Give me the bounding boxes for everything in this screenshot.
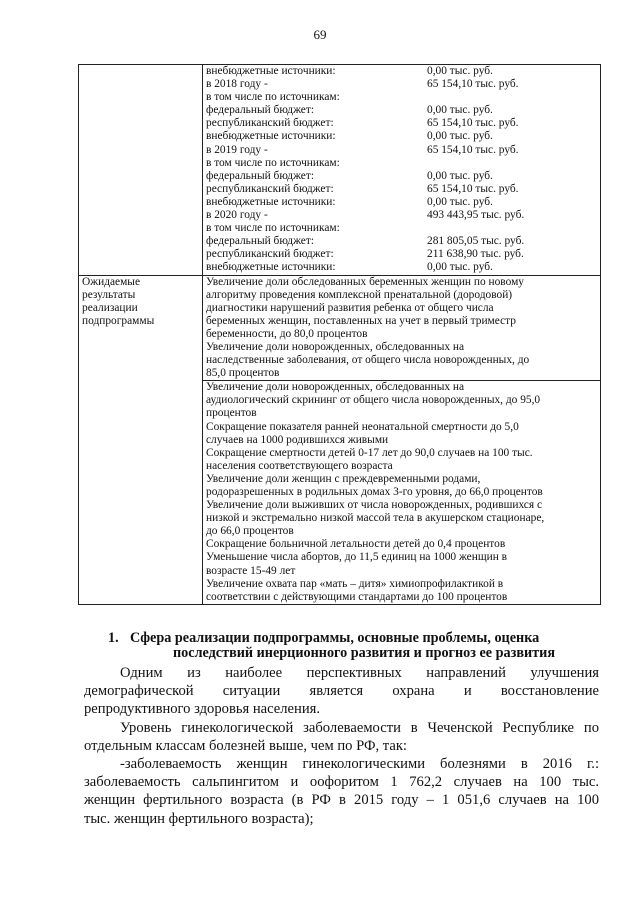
financing-line <box>206 209 597 222</box>
financing-line-label: внебюджетные источники: <box>206 195 336 208</box>
financing-line-value: 0,00 тыс. руб. <box>427 130 493 143</box>
financing-line <box>206 222 597 235</box>
financing-line-label: в том числе по источникам: <box>206 91 340 104</box>
result-line: беременности, до 80,0 процентов <box>206 327 368 340</box>
paragraph-1-line-3: репродуктивного здоровья населения. <box>84 701 321 718</box>
paragraph-3-line-2: заболеваемость сальпингитом и оофоритом 1 762,2 случаев на 100 тыс. <box>84 774 599 791</box>
section-title-text <box>130 631 598 660</box>
section-heading <box>108 631 598 660</box>
financing-line-label: внебюджетные источники: <box>206 261 336 274</box>
result-line: Сокращение показателя ранней неонатальной смертности до 5,0 <box>206 420 519 433</box>
result-line: 85,0 процентов <box>206 367 280 380</box>
result-line: диагностики нарушений развития ребенка от общего числа <box>206 301 494 314</box>
financing-line-label: в 2019 году - <box>206 143 268 156</box>
financing-line <box>206 235 597 248</box>
result-line: Увеличение доли обследованных беременных женщин по новому <box>206 275 524 288</box>
financing-line <box>206 183 597 196</box>
results-row <box>79 275 601 381</box>
financing-line-value: 281 805,05 тыс. руб. <box>427 235 525 248</box>
result-line: Увеличение охвата пар «мать – дитя» химиопрофилактикой в <box>206 577 504 590</box>
financing-line <box>206 130 597 143</box>
paragraph-3-line-3: женщин фертильного возраста (в РФ в 2015 году – 1 051,6 случаев на 100 <box>84 792 599 809</box>
result-line: Увеличение доли новорожденных, обследованных на <box>206 381 465 394</box>
result-line: возрасте 15-49 лет <box>206 564 296 577</box>
financing-line-label: в том числе по источникам: <box>206 156 340 169</box>
financing-line-value: 65 154,10 тыс. руб. <box>427 182 519 195</box>
financing-line-label: в 2018 году - <box>206 78 268 91</box>
result-line: процентов <box>206 407 257 420</box>
result-line: населения соответствующего возраста <box>206 459 393 472</box>
financing-line <box>206 65 597 78</box>
results-label-line: подпрограммы <box>82 314 155 327</box>
financing-line-value: 0,00 тыс. руб. <box>427 169 493 182</box>
result-line: низкой и экстремально низкой массой тела в акушерском стационаре, <box>206 512 545 525</box>
result-line: Сокращение смертности детей 0-17 лет до 90,0 случаев на 100 тыс. <box>206 446 533 459</box>
paragraph-2-line-2: отдельным классам болезней выше, чем по РФ, так: <box>84 737 407 754</box>
financing-line <box>206 196 597 209</box>
paragraph-1-line-1: Одним из наиболее перспективных направлений улучшения <box>120 665 599 681</box>
page-number: 69 <box>313 27 327 42</box>
result-line: Уменьшение числа абортов, до 11,5 единиц на 1000 женщин в <box>206 551 508 564</box>
financing-line-label: внебюджетные источники: <box>206 65 336 77</box>
result-line: соответствии с действующими стандартами до 100 процентов <box>206 590 508 603</box>
financing-line <box>206 170 597 183</box>
financing-line-value: 65 154,10 тыс. руб. <box>427 117 519 130</box>
result-line: Увеличение доли женщин с преждевременными родами, <box>206 472 481 485</box>
results-label-cell <box>79 275 203 604</box>
section-title-line-1: Сфера реализации подпрограммы, основные проблемы, оценка <box>130 630 540 646</box>
results-block-1 <box>203 275 601 381</box>
financing-line <box>206 248 597 261</box>
financing-label-cell <box>79 65 203 276</box>
results-block-2 <box>203 381 601 605</box>
financing-line-value: 0,00 тыс. руб. <box>427 104 493 117</box>
result-line: родоразрешенных в родильных домах 3-го уровня, до 66,0 процентов <box>206 486 543 498</box>
financing-line-label: республиканский бюджет: <box>206 117 334 130</box>
body-text <box>84 664 599 828</box>
result-line: Увеличение доли выживших от числа новорожденных, родившихся с <box>206 499 543 512</box>
financing-line-value: 0,00 тыс. руб. <box>427 261 493 274</box>
result-line: алгоритму проведения комплексной пренатальной (дородовой) <box>206 288 513 301</box>
financing-line-value: 0,00 тыс. руб. <box>427 195 493 208</box>
result-line: до 66,0 процентов <box>206 525 294 538</box>
result-line: Увеличение доли новорожденных, обследованных на <box>206 340 465 353</box>
financing-line <box>206 144 597 157</box>
financing-line-label: республиканский бюджет: <box>206 248 334 261</box>
results-list-1 <box>206 276 597 381</box>
financing-line-label: внебюджетные источники: <box>206 130 336 143</box>
financing-line-label: в 2020 году - <box>206 209 268 222</box>
results-label-line: реализации <box>82 301 138 314</box>
financing-line <box>206 157 597 170</box>
paragraph-3-line-4: тыс. женщин фертильного возраста); <box>84 810 314 827</box>
results-label-line: Ожидаемые <box>82 275 141 288</box>
financing-line <box>206 104 597 117</box>
financing-line <box>206 78 597 91</box>
financing-list <box>206 65 597 275</box>
financing-line <box>206 117 597 130</box>
paragraph-1-line-2: демографической ситуации является охрана и восстановление <box>84 683 599 700</box>
result-line: беременных женщин, поставленных на учет в первый триместр <box>206 314 516 327</box>
financing-line-label: республиканский бюджет: <box>206 182 334 195</box>
results-label-line: результаты <box>82 288 136 301</box>
results-list-2 <box>206 381 597 604</box>
result-line: случаев на 1000 родившихся живыми <box>206 433 389 446</box>
financing-line <box>206 261 597 274</box>
section-title-line-2: последствий инерционного развития и прогноз ее развития <box>173 644 555 661</box>
financing-line-label: в том числе по источникам: <box>206 222 340 235</box>
result-line: наследственные заболевания, от общего числа новорожденных, до <box>206 354 530 367</box>
result-line: аудиологический скрининг от общего числа новорожденных, до 95,0 <box>206 394 541 407</box>
financing-cell <box>203 65 601 276</box>
paragraph-3-line-1: -заболеваемость женщин гинекологическими болезнями в 2016 г.: <box>120 756 599 773</box>
result-line: Сокращение больничной летальности детей до 0,4 процентов <box>206 538 506 551</box>
financing-line-value: 211 638,90 тыс. руб. <box>427 248 524 261</box>
financing-line-value: 65 154,10 тыс. руб. <box>427 143 519 156</box>
financing-line <box>206 91 597 104</box>
financing-line-label: федеральный бюджет: <box>206 169 314 182</box>
section-number: 1. <box>108 630 119 646</box>
financing-line-value: 0,00 тыс. руб. <box>427 65 493 77</box>
financing-row <box>79 65 601 276</box>
financing-line-label: федеральный бюджет: <box>206 104 314 117</box>
subprogram-passport-table <box>78 64 601 605</box>
financing-line-label: федеральный бюджет: <box>206 235 314 248</box>
results-label <box>82 276 199 328</box>
financing-line-value: 65 154,10 тыс. руб. <box>427 78 519 91</box>
paragraph-2-line-1: Уровень гинекологической заболеваемости в Чеченской Республике по <box>120 719 599 736</box>
financing-line-value: 493 443,95 тыс. руб. <box>427 209 525 222</box>
